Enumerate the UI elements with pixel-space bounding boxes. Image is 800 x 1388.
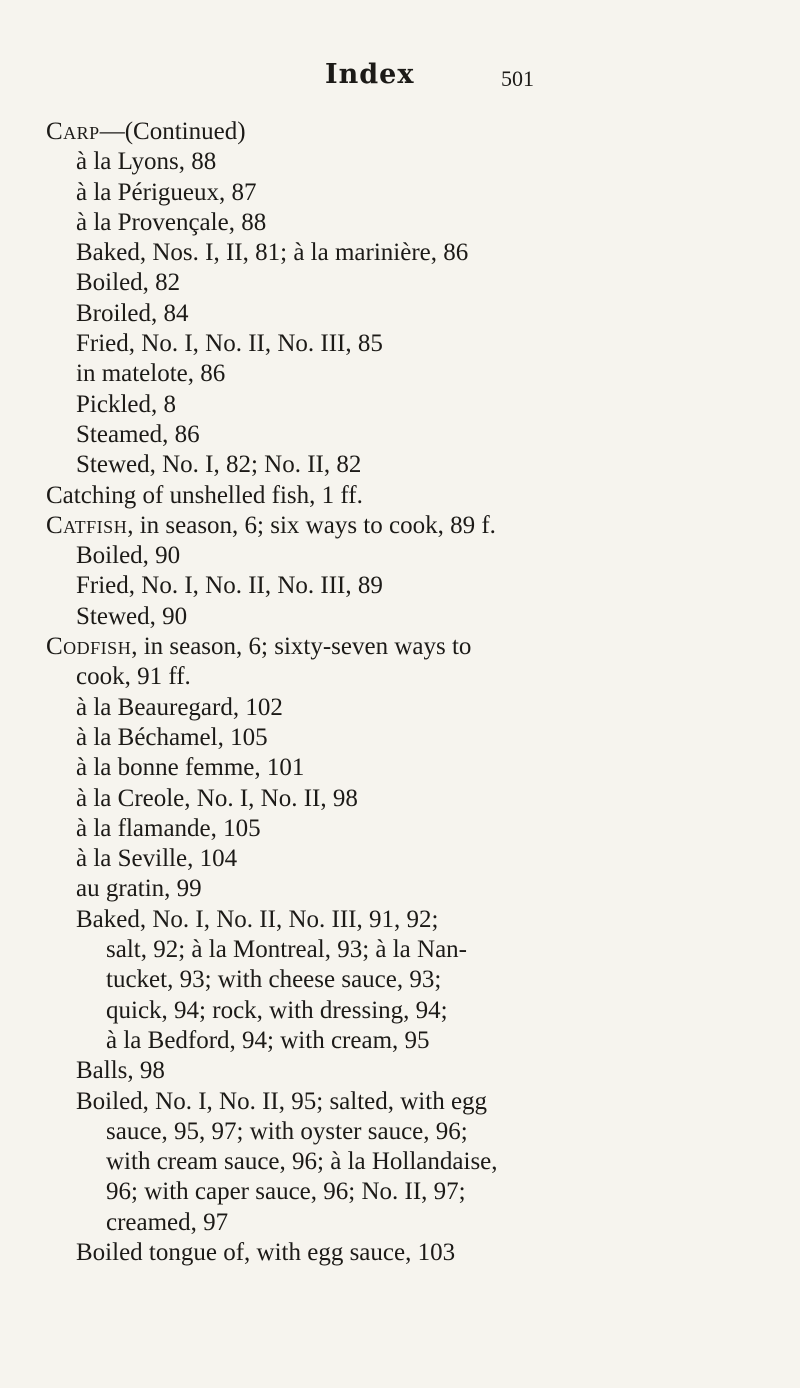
- entry-text: Broiled, 84: [76, 299, 189, 327]
- entry-text: in matelote, 86: [76, 360, 226, 388]
- entry-text: Fried, No. I, No. II, No. III, 89: [76, 572, 383, 600]
- index-subentry: [46, 1238, 746, 1268]
- index-subentry: [46, 1087, 746, 1117]
- page-number: 501: [501, 66, 534, 91]
- entry-text: Boiled tongue of, with egg sauce, 103: [76, 1238, 456, 1266]
- entry-text: Fried, No. I, No. II, No. III, 85: [76, 330, 383, 358]
- entry-text: Catching of unshelled fish, 1 ff.: [46, 481, 363, 509]
- index-subentry: [46, 208, 746, 238]
- index-subentry: [46, 541, 746, 571]
- entry-text: Boiled, 90: [76, 542, 181, 570]
- entry-text: Boiled, 82: [76, 269, 181, 297]
- index-subentry: [46, 299, 746, 329]
- entry-text: with cream sauce, 96; à la Hollandaise,: [106, 1148, 498, 1176]
- entry-text: au gratin, 99: [76, 875, 202, 903]
- index-subentry: [46, 238, 746, 268]
- entry-text: Boiled, No. I, No. II, 95; salted, with egg: [76, 1087, 488, 1115]
- index-subentry: [46, 844, 746, 874]
- entry-text: —(Continued): [99, 118, 246, 145]
- index-subentry: [46, 450, 746, 480]
- index-continuation: [46, 1147, 746, 1177]
- entry-text: à la Périgueux, 87: [76, 178, 257, 206]
- entry-text: à la bonne femme, 101: [76, 754, 305, 782]
- entry-text: à la Bedford, 94; with cream, 95: [106, 1026, 430, 1054]
- index-continuation: [46, 1026, 746, 1056]
- index-subentry: [46, 178, 746, 208]
- entry-text: sauce, 95, 97; with oyster sauce, 96;: [106, 1117, 468, 1145]
- entry-text: creamed, 97: [106, 1208, 229, 1236]
- entry-text: Balls, 98: [76, 1057, 165, 1085]
- index-continuation: [46, 1117, 746, 1147]
- entry-text: Pickled, 8: [76, 390, 176, 418]
- index-continuation: [46, 935, 746, 965]
- entry-text: à la Béchamel, 105: [76, 723, 268, 751]
- index-subentry: [46, 693, 746, 723]
- index-subentry: [46, 753, 746, 783]
- page-title: Index: [325, 59, 415, 90]
- index-entry: [46, 632, 746, 662]
- index-subentry: [46, 268, 746, 298]
- index-subentry: [46, 784, 746, 814]
- index-subentry: [46, 814, 746, 844]
- index-entry: [46, 481, 746, 511]
- index-entry: [46, 117, 746, 147]
- entry-heading: Catfish: [46, 511, 128, 539]
- entry-text: quick, 94; rock, with dressing, 94;: [106, 996, 448, 1024]
- running-head: [0, 60, 800, 100]
- entry-text: salt, 92; à la Montreal, 93; à la Nan-: [106, 936, 467, 964]
- entry-heading: Codfish: [46, 633, 132, 661]
- index-subentry: [46, 723, 746, 753]
- index-subentry: [46, 874, 746, 904]
- entry-text: Stewed, 90: [76, 602, 188, 630]
- entry-text: à la Beauregard, 102: [76, 693, 283, 721]
- index-continuation: [46, 965, 746, 995]
- index-subentry: [46, 390, 746, 420]
- index-subentry: [46, 905, 746, 935]
- entry-heading: Carp: [46, 118, 100, 145]
- index-subentry: [46, 359, 746, 389]
- entry-text: Baked, No. I, No. II, No. III, 91, 92;: [76, 905, 439, 933]
- entry-text: tucket, 93; with cheese sauce, 93;: [106, 966, 442, 994]
- entry-text: Steamed, 86: [76, 420, 200, 448]
- entry-text: Stewed, No. I, 82; No. II, 82: [76, 451, 362, 479]
- entry-text: à la Creole, No. I, No. II, 98: [76, 784, 358, 812]
- entry-text: , in season, 6; sixty-seven ways to: [131, 633, 472, 661]
- index-subentry: [46, 1056, 746, 1086]
- index-continuation: [46, 1208, 746, 1238]
- index-subentry: [46, 571, 746, 601]
- entry-text: à la Provençale, 88: [76, 208, 267, 236]
- entry-text: à la flamande, 105: [76, 814, 261, 842]
- index-subentry: [46, 602, 746, 632]
- index-subentry: [46, 329, 746, 359]
- entry-text: à la Seville, 104: [76, 845, 238, 873]
- index-subentry: [46, 662, 746, 692]
- index-entry: [46, 511, 746, 541]
- entry-text: cook, 91 ff.: [76, 663, 191, 691]
- index-continuation: [46, 996, 746, 1026]
- index-entries: [46, 117, 746, 1268]
- index-subentry: [46, 147, 746, 177]
- entry-text: , in season, 6; six ways to cook, 89 f.: [127, 511, 496, 539]
- index-subentry: [46, 420, 746, 450]
- entry-text: Baked, Nos. I, II, 81; à la marinière, 86: [76, 239, 469, 267]
- entry-text: 96; with caper sauce, 96; No. II, 97;: [106, 1178, 466, 1206]
- entry-text: à la Lyons, 88: [76, 148, 217, 176]
- index-continuation: [46, 1177, 746, 1207]
